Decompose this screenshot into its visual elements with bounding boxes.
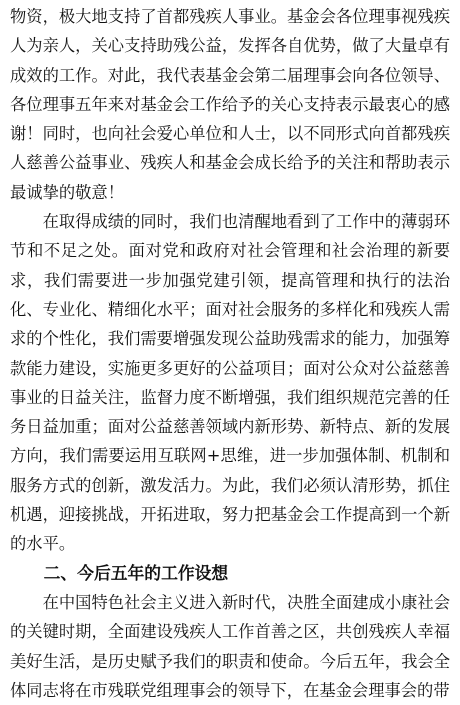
paragraph-thanks: 物资，极大地支持了首都残疾人事业。基金会各位理事视残疾人为亲人，关心支持助残公益，发挥各自优势，做了大量卓有成效的工作。对此，我代表基金会第二届理事会向各位领导、各位理事五年来对基金会工作给予的关心支持表示最衷心的感谢！同时，也向社会爱心单位和人士，以不同形式向首都残疾人慈善公益事业、残疾人和基金会成长给予的关注和帮助表示最诚挚的敬意！ bbox=[10, 7, 450, 202]
paragraph-weaknesses: 在取得成绩的同时，我们也清醒地看到了工作中的薄弱环节和不足之处。面对党和政府对社会管理和社会治理的新要求，我们需要进一步加强党建引领，提高管理和执行的法治化、专业化、精细化水平；面对社会服务的多样化和残疾人需求的个性化，我们需要增强发现公益助残需求的能力，加强筹款能力建设，实施更多更好的公益项目；面对公众对公益慈善事业的日益关注，监督力度不断增强，我们组织规范完善的任务日益加重；面对公益慈善领域内新形势、新特点、新的发展方向，我们需要运用互联网+思维，进一步加强体制、机制和服务方式的创新，激发活力。为此，我们必须认清形势，抓住机遇，迎接挑战，开拓进取，努力把基金会工作提高到一个新的水平。 bbox=[10, 212, 450, 554]
paragraph-plan: 在中国特色社会主义进入新时代，决胜全面建成小康社会的关键时期，全面建设残疾人工作首善之区，共创残疾人幸福美好生活，是历史赋予我们的职责和使命。今后五年，我会全体同志将在市残联党组理事会的领导下，在基金会理事会的带 bbox=[10, 592, 450, 700]
section-heading: 二、今后五年的工作设想 bbox=[43, 562, 229, 583]
